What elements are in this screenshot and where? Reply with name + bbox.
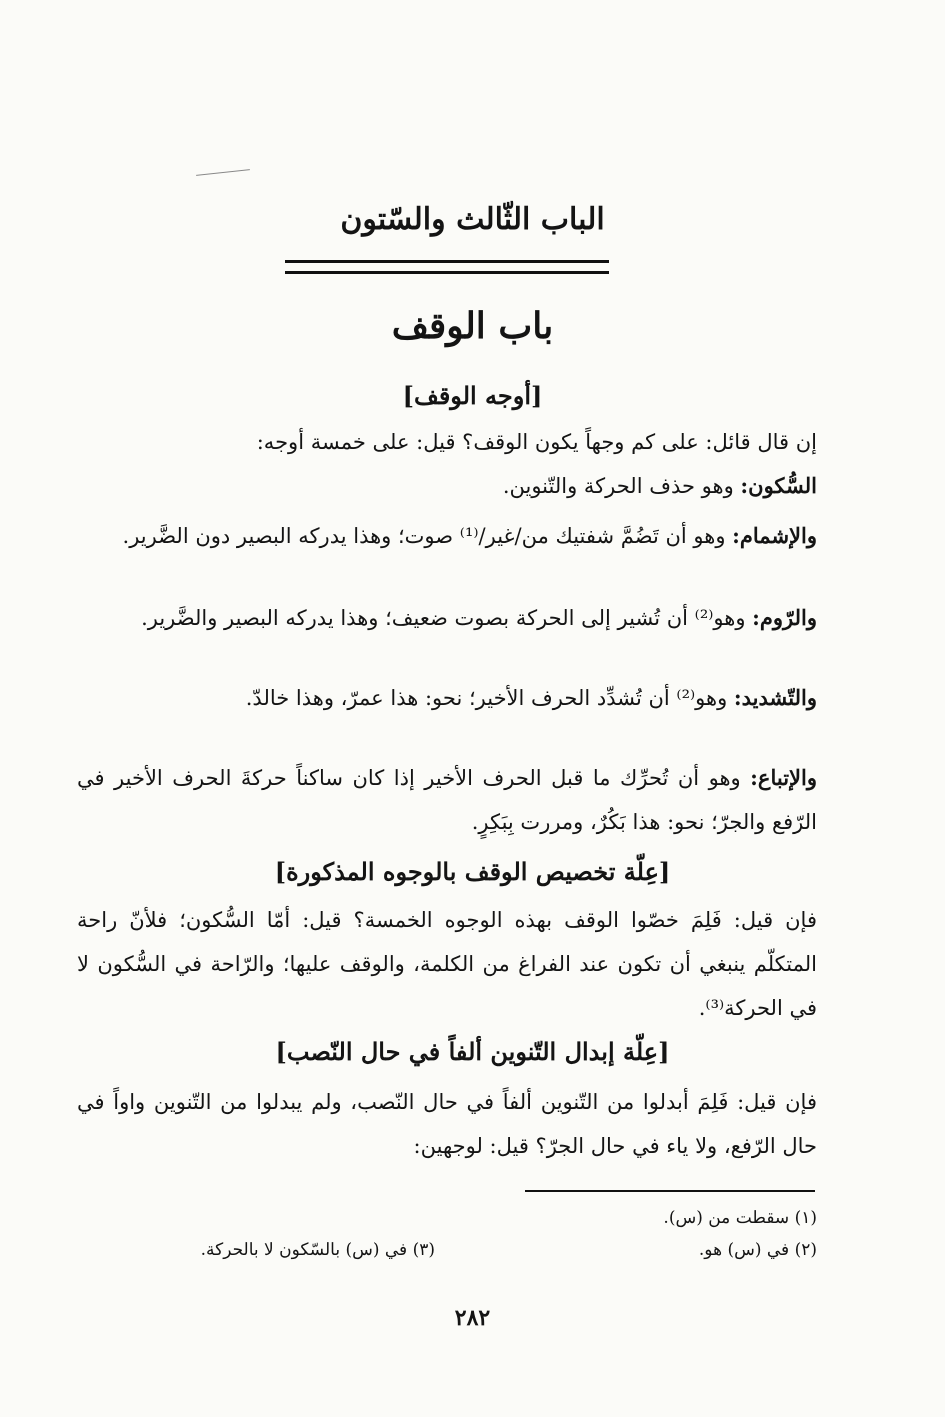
item-term: السُّكون: [740, 473, 817, 498]
item-tashdid [77, 676, 817, 720]
footnote-rule [525, 1190, 815, 1192]
section-title: باب الوقف [391, 305, 554, 347]
paragraph-tanwin: فإن قيل: فَلِمَ أبدلوا من التّنوين ألفاً في حال النّصب، ولم يبدلوا من التّنوين واواً في حال الرّفع، ولا ياء في حال الجرّ؟ قيل: لوجهين: [77, 1090, 817, 1158]
item-itba [77, 756, 817, 844]
item-term: والإشمام: [732, 523, 817, 548]
chapter-title: الباب الثّالث والسّتون [340, 202, 605, 237]
item-text: وهو أن تُحرِّك ما قبل الحرف الأخير إذا كان ساكناً حركةَ الحرف الأخير في الرّفع والجرّ؛ نحو: هذا بَكُرٌ، ومررت بِبَكِرٍ. [77, 766, 817, 834]
item-rawm [77, 596, 817, 640]
footnote-2: (٢) في (س) هو. [698, 1240, 817, 1260]
item-term: والرّوم: [752, 605, 817, 630]
intro-paragraph: إن قال قائل: على كم وجهاً يكون الوقف؟ قيل: على خمسة أوجه: [256, 430, 817, 454]
subheading-specification-reason: [عِلّة تخصيص الوقف بالوجوه المذكورة] [274, 857, 671, 886]
item-text: وهو⁽²⁾ أن تُشير إلى الحركة بصوت ضعيف؛ وهذا يدركه البصير والضَّرير. [141, 606, 753, 630]
item-ishmam [77, 514, 817, 558]
item-term: والتّشديد: [733, 685, 817, 710]
footnote-3: (٣) في (س) بالسّكون لا بالحركة. [200, 1240, 435, 1260]
double-rule-divider [285, 260, 609, 274]
item-text: وهو⁽²⁾ أن تُشدِّد الحرف الأخير؛ نحو: هذا عمرّ، وهذا خالدّ. [245, 686, 734, 710]
paragraph-specification: فإن قيل: فَلِمَ خصّوا الوقف بهذه الوجوه الخمسة؟ قيل: أمّا السُّكون؛ فلأنّ راحة المتكلّم ينبغي أن تكون عند الفراغ من الكلمة، والوقف عليها؛ والرّاحة في السُّكون لا في الحركة⁽³⁾. [77, 908, 817, 1020]
footnote-1: (١) سقطت من (س). [663, 1208, 817, 1228]
stray-pen-mark [196, 169, 250, 176]
page-number: ٢٨٢ [454, 1305, 491, 1331]
subheading-tanwin-alif-reason: [عِلّة إبدال التّنوين ألفاً في حال النّصب] [275, 1037, 670, 1066]
item-sukun [77, 464, 817, 508]
item-term: والإتباع: [750, 765, 817, 790]
item-text: وهو حذف الحركة والتّنوين. [502, 474, 741, 498]
subheading-waqf-types: [أوجه الوقف] [402, 381, 543, 410]
item-text: وهو أن تَضُمَّ شفتيك من/غير/⁽¹⁾ صوت؛ وهذا يدركه البصير دون الضَّرير. [122, 524, 733, 548]
